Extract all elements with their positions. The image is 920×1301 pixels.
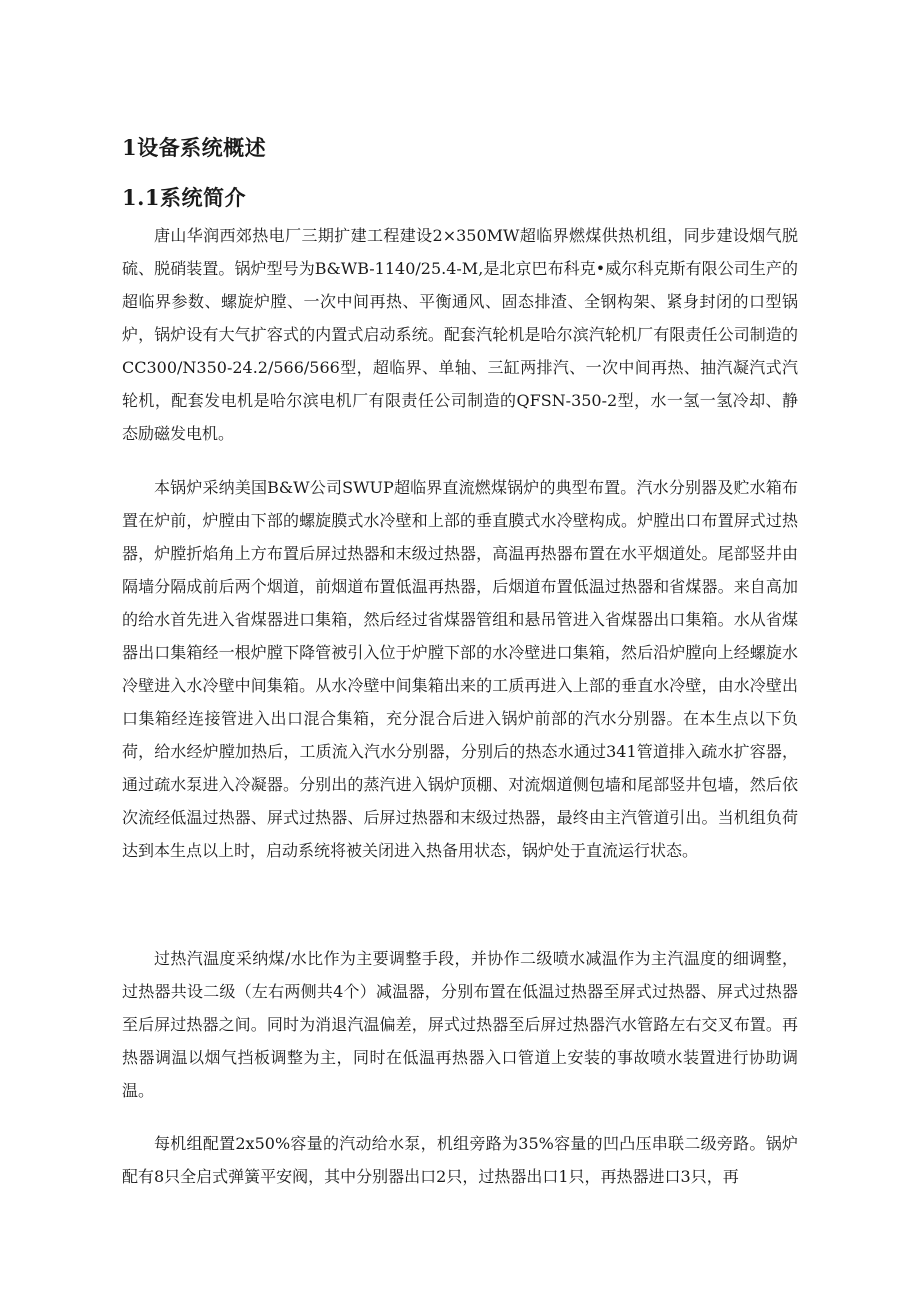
paragraph-overview: 唐山华润西郊热电厂三期扩建工程建设2×350MW超临界燃煤供热机组，同步建设烟气脱硫、脱硝装置。锅炉型号为B&WB-1140/25.4-M,是北京巴布科克•威尔科克斯有限公司生产的超临界参数、螺旋炉膛、一次中间再热、平衡通风、固态排渣、全钢构架、紧身封闭的口型锅炉，锅炉设有大气扩容式的内置式启动系统。配套汽轮机是哈尔滨汽轮机厂有限责任公司制造的CC300/N350-24.2/566/566型，超临界、单轴、三缸两排汽、一次中间再热、抽汽凝汽式汽轮机，配套发电机是哈尔滨电机厂有限责任公司制造的QFSN-350-2型，水一氢一氢冷却、静态励磁发电机。	[122, 226, 798, 443]
section-heading: 1设备系统概述	[122, 135, 267, 160]
paragraph-boiler-layout: 本锅炉采纳美国B&W公司SWUP超临界直流燃煤锅炉的典型布置。汽水分别器及贮水箱布置在炉前，炉膛由下部的螺旋膜式水冷壁和上部的垂直膜式水冷壁构成。炉膛出口布置屏式过热器，炉膛折焰角上方布置后屏过热器和末级过热器，高温再热器布置在水平烟道处。尾部竖井由隔墙分隔成前后两个烟道，前烟道布置低温再热器，后烟道布置低温过热器和省煤器。来自高加的给水首先进入省煤器进口集箱，然后经过省煤器管组和悬吊管进入省煤器出口集箱。水从省煤器出口集箱经一根炉膛下降管被引入位于炉膛下部的水冷壁进口集箱，然后沿炉膛向上经螺旋水冷壁进入水冷壁中间集箱。从水冷壁中间集箱出来的工质再进入上部的垂直水冷壁，由水冷壁出口集箱经连接管进入出口混合集箱，充分混合后进入锅炉前部的汽水分别器。在本生点以下负荷，给水经炉膛加热后，工质流入汽水分别器，分别后的热态水通过341管道排入疏水扩容器，通过疏水泵进入冷凝器。分别出的蒸汽进入锅炉顶棚、对流烟道侧包墙和尾部竖井包墙，然后依次流经低温过热器、屏式过热器、后屏过热器和末级过热器，最终由主汽管道引出。当机组负荷达到本生点以上时，启动系统将被关闭进入热备用状态，锅炉处于直流运行状态。	[122, 478, 798, 860]
subsection-heading: 1.1系统简介	[122, 185, 247, 210]
paragraph-feedwater-pumps: 每机组配置2x50%容量的汽动给水泵，机组旁路为35%容量的凹凸压串联二级旁路。锅炉配有8只全启式弹簧平安阀，其中分别器出口2只，过热器出口1只，再热器进口3只，再	[122, 1134, 798, 1186]
paragraph-steam-temperature: 过热汽温度采纳煤/水比作为主要调整手段，并协作二级喷水减温作为主汽温度的细调整，过热器共设二级（左右两侧共4个）减温器，分别布置在低温过热器至屏式过热器、屏式过热器至后屏过热器之间。同时为消退汽温偏差，屏式过热器至后屏过热器汽水管路左右交叉布置。再热器调温以烟气挡板调整为主，同时在低温再热器入口管道上安装的事故喷水装置进行协助调温。	[122, 949, 798, 1100]
